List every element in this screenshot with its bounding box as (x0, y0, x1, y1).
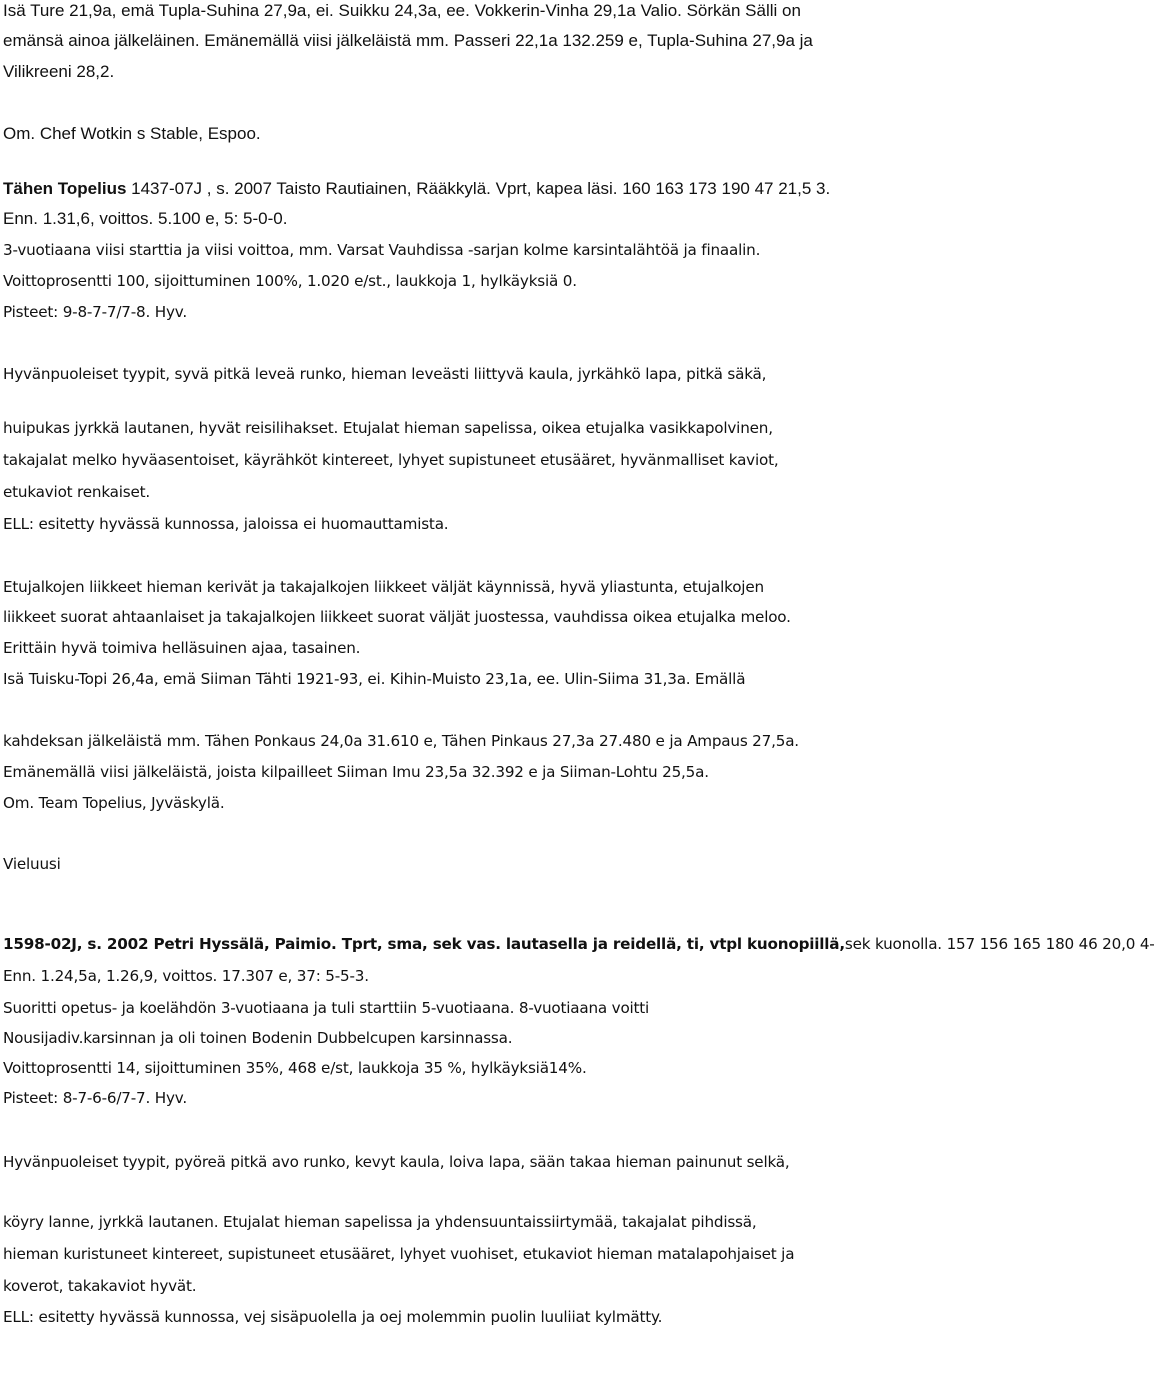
text-line-13: etukaviot renkaiset. (3, 483, 151, 501)
text-line-8: Voittoprosentti 100, sijoittuminen 100%, 1.020 e/st., laukkoja 1, hylkäyksiä 0. (3, 272, 577, 290)
text-line-31: köyry lanne, jyrkkä lautanen. Etujalat hieman sapelissa ja yhdensuuntaissiirtymää, takajalat pihdissä, (3, 1213, 757, 1231)
text-line-2: emänsä ainoa jälkeläinen. Emänemällä viisi jälkeläistä mm. Passeri 22,1a 132.259 e, Tupla-Suhina 27,9a ja (3, 31, 813, 50)
owner-line-1: Om. Chef Wotkin s Stable, Espoo. (3, 124, 261, 143)
horse-details-1: 1437-07J , s. 2007 Taisto Rautiainen, Rääkkylä. Vprt, kapea läsi. 160 163 173 190 47 21,5 3. (126, 179, 831, 198)
text-line-27: Nousijadiv.karsinnan ja oli toinen Bodenin Dubbelcupen karsinnassa. (3, 1029, 513, 1047)
ell-line-1: Etujalkojen liikkeet hieman kerivät ja takajalkojen liikkeet väljät käynnissä, hyvä yliastunta, etujalkojen (3, 578, 764, 596)
text-line-28: Voittoprosentti 14, sijoittuminen 35%, 468 e/st, laukkoja 35 %, hylkäyksiä14%. (3, 1059, 587, 1077)
text-line-33: koverot, takakaviot hyvät. (3, 1277, 197, 1295)
text-line-21: Om. Team Topelius, Jyväskylä. (3, 794, 225, 812)
horse-heading-2 (3, 933, 1155, 955)
text-line-19: kahdeksan jälkeläistä mm. Tähen Ponkaus 24,0a 31.610 e, Tähen Pinkaus 27,3a 27.480 e ja Ampaus 27,5a. (3, 732, 799, 750)
text-line-34: ELL: esitetty hyvässä kunnossa, vej sisäpuolella ja oej molemmin puolin luuliiat kylmätty. (3, 1308, 663, 1326)
text-line-9: Pisteet: 9-8-7-7/7-8. Hyv. (3, 303, 188, 321)
text-line-14: ELL: esitetty hyvässä kunnossa, jaloissa ei huomauttamista. (3, 515, 449, 533)
text-line-16: liikkeet suorat ahtaanlaiset ja takajalkojen liikkeet suorat väljät juostessa, vauhdissa oikea etujalka meloo. (3, 608, 791, 626)
text-line-20: Emänemällä viisi jälkeläistä, joista kilpailleet Siiman Imu 23,5a 32.392 e ja Siiman-Lohtu 25,5a. (3, 763, 709, 781)
text-line-29: Pisteet: 8-7-6-6/7-7. Hyv. (3, 1089, 188, 1107)
horse-details-2: sek kuonolla. 157 156 165 180 46 20,0 4- (844, 935, 1155, 953)
text-line-32: hieman kuristuneet kintereet, supistuneet etusääret, lyhyet vuohiset, etukaviot hieman matalapohjaiset ja (3, 1245, 795, 1263)
text-line-25: Enn. 1.24,5a, 1.26,9, voittos. 17.307 e, 37: 5-5-3. (3, 967, 369, 985)
score-line-2: Hyvänpuoleiset tyypit, pyöreä pitkä avo runko, kevyt kaula, loiva lapa, sään takaa hieman painunut selkä, (3, 1153, 790, 1171)
text-line-18: Isä Tuisku-Topi 26,4a, emä Siiman Tähti 1921-93, ei. Kihin-Muisto 23,1a, ee. Ulin-Siima 31,3a. Emällä (3, 670, 746, 688)
horse-name-1: Tähen Topelius (3, 179, 127, 198)
horse-name-2: 1598-02J, s. 2002 Petri Hyssälä, Paimio. Tprt, sma, sek vas. lautasella ja reidellä, ti, vtpl kuonopiillä, (3, 935, 845, 953)
text-line-17: Erittäin hyvä toimiva helläsuinen ajaa, tasainen. (3, 639, 361, 657)
text-line-7: 3-vuotiaana viisi starttia ja viisi voittoa, mm. Varsat Vauhdissa -sarjan kolme karsintalähtöä ja finaalin. (3, 241, 761, 259)
text-line-26: Suoritti opetus- ja koelähdön 3-vuotiaana ja tuli starttiin 5-vuotiaana. 8-vuotiaana voitti (3, 999, 650, 1017)
text-line-3: Vilikreeni 28,2. (3, 62, 115, 81)
score-line-1: Hyvänpuoleiset tyypit, syvä pitkä leveä runko, hieman leveästi liittyvä kaula, jyrkähkö lapa, pitkä säkä, (3, 365, 767, 383)
text-line-11: huipukas jyrkkä lautanen, hyvät reisilihakset. Etujalat hieman sapelissa, oikea etujalka vasikkapolvinen, (3, 419, 773, 437)
text-line-6: Enn. 1.31,6, voittos. 5.100 e, 5: 5-0-0. (3, 209, 288, 228)
text-line-12: takajalat melko hyväasentoiset, käyrähköt kintereet, lyhyet supistuneet etusääret, hyvänmalliset kaviot, (3, 451, 779, 469)
text-line-1: Isä Ture 21,9a, emä Tupla-Suhina 27,9a, ei. Suikku 24,3a, ee. Vokkerin-Vinha 29,1a Valio. Sörkän Sälli on (3, 1, 801, 20)
horse-heading-1 (3, 178, 830, 200)
owner-line-2: Vieluusi (3, 855, 61, 873)
